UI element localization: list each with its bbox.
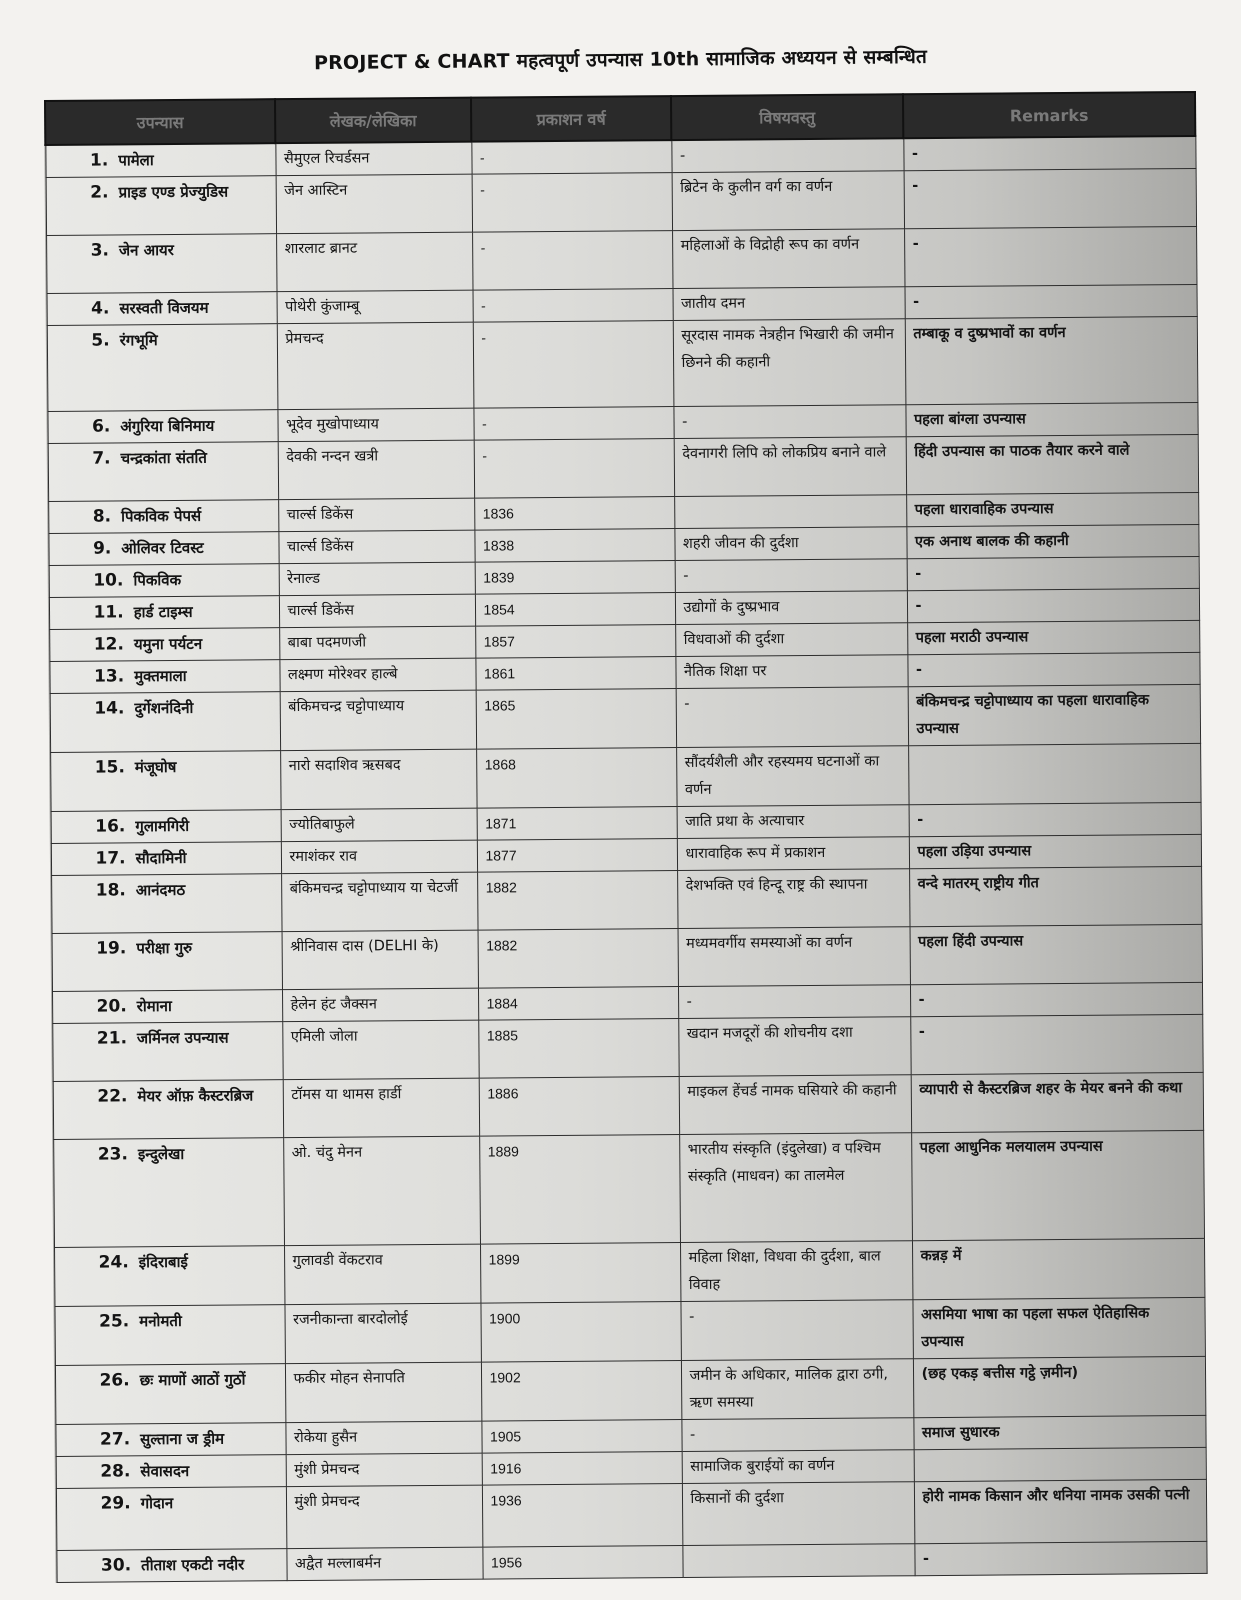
novel-name: प्राइड एण्ड प्रेज्युडिस (118, 182, 229, 202)
novel-name: तीताश एकटी नदीर (141, 1555, 245, 1575)
novel-cell (54, 1246, 284, 1307)
novel-name: रंगभूमि (119, 331, 158, 350)
row-number: 15. (94, 757, 125, 778)
author-cell: चार्ल्स डिकेंस (279, 594, 475, 628)
subject-cell: महिला शिक्षा, विधवा की दुर्दशा, बाल विवाह (680, 1241, 912, 1302)
year-cell: 1877 (477, 839, 677, 873)
subject-cell: नैतिक शिक्षा पर (675, 655, 907, 689)
subject-cell: जातीय दमन (673, 287, 905, 321)
row-number: 18. (95, 880, 126, 901)
row-number: 23. (97, 1144, 128, 1165)
remarks-cell: असमिया भाषा का पहला सफल ऐतिहासिक उपन्यास (912, 1297, 1204, 1358)
author-cell: रजनीकान्ता बारदोलोई (284, 1303, 480, 1364)
header-year: प्रकाशन वर्ष (471, 96, 671, 142)
subject-cell: उद्योगों के दुष्प्रभाव (675, 591, 907, 625)
author-cell: अद्वैत मल्लाबर्मन (286, 1547, 482, 1581)
row-number: 13. (93, 666, 125, 687)
table-row (56, 1479, 1206, 1550)
remarks-cell: वन्दे मातरम् राष्ट्रीय गीत (909, 866, 1201, 926)
table-row (54, 1297, 1204, 1365)
year-cell: - (473, 407, 673, 441)
author-cell: मुंशी प्रेमचन्द (286, 1485, 482, 1549)
author-cell: सैमुएल रिचर्डसन (275, 142, 471, 176)
novel-cell (47, 292, 277, 326)
novel-name: छः माणों आठों गुठों (139, 1370, 246, 1390)
author-cell: श्रीनिवास दास (DELHI के) (282, 930, 478, 990)
year-cell: - (473, 289, 673, 323)
year-cell: 1885 (478, 1019, 678, 1079)
remarks-cell: - (909, 802, 1201, 836)
novel-cell (45, 143, 275, 177)
year-cell: 1882 (478, 929, 678, 989)
year-cell: - (472, 173, 672, 233)
year-cell: 1936 (482, 1484, 682, 1548)
table-row (53, 1072, 1203, 1139)
subject-cell: विधवाओं की दुर्दशा (675, 623, 907, 657)
novel-cell (56, 1455, 286, 1489)
author-cell: ओ. चंदु मेनन (283, 1136, 480, 1246)
remarks-cell: - (904, 168, 1196, 228)
row-number: 10. (93, 570, 124, 591)
author-cell: पोथेरी कुंजाम्बू (277, 290, 473, 324)
year-cell: 1861 (475, 657, 675, 691)
author-cell: चार्ल्स डिकेंस (278, 530, 474, 564)
novels-chart (44, 91, 1206, 1583)
row-number: 16. (95, 816, 126, 837)
row-number: 24. (98, 1252, 129, 1273)
year-cell: 1956 (482, 1546, 682, 1580)
year-cell: - (474, 439, 674, 499)
novel-cell (49, 564, 279, 598)
remarks-cell: तम्बाकू व दुष्प्रभावों का वर्णन (905, 316, 1198, 404)
row-number: 14. (94, 698, 125, 719)
year-cell: 1902 (481, 1361, 681, 1422)
row-number: 8. (92, 506, 112, 527)
author-cell: बंकिमचन्द्र चट्टोपाध्याय (280, 690, 476, 751)
remarks-cell (908, 743, 1200, 804)
row-number: 26. (99, 1370, 130, 1391)
row-number: 1. (89, 150, 109, 171)
novel-name: ओलिवर टिवस्ट (121, 538, 204, 558)
subject-cell: मध्यमवर्गीय समस्याओं का वर्णन (678, 927, 910, 987)
remarks-cell: बंकिमचन्द्र चट्टोपाध्याय का पहला धारावाहिक उपन्यास (908, 684, 1200, 745)
novel-name: मनोमती (139, 1311, 182, 1331)
subject-cell: देशभक्ति एवं हिन्दू राष्ट्र की स्थापना (677, 869, 909, 929)
novel-cell (47, 324, 278, 412)
year-cell: - (472, 231, 672, 291)
novel-cell (55, 1423, 285, 1457)
table-row (50, 684, 1200, 752)
novel-cell (49, 596, 279, 630)
author-cell: रोकेया हुसैन (285, 1421, 481, 1455)
novel-cell (53, 1080, 283, 1140)
remarks-cell: (छह एकड़ बत्तीस गट्ठे ज़मीन) (913, 1356, 1205, 1417)
subject-cell: - (671, 138, 903, 172)
row-number: 3. (90, 240, 110, 261)
page-title: PROJECT & CHART महत्वपूर्ण उपन्यास 10th सामाजिक अध्ययन से सम्बन्धित (313, 45, 928, 75)
subject-cell (682, 1544, 914, 1578)
row-number: 9. (92, 538, 112, 559)
subject-cell: जाति प्रथा के अत्याचार (677, 805, 909, 839)
row-number: 11. (93, 602, 124, 623)
remarks-cell: एक अनाथ बालक की कहानी (906, 524, 1198, 558)
novel-cell (56, 1549, 286, 1583)
remarks-cell: पहला धारावाहिक उपन्यास (906, 492, 1198, 526)
table-row (54, 1238, 1204, 1306)
novel-cell (51, 874, 281, 934)
novel-name: मंजूघोष (134, 757, 177, 777)
remarks-cell: पहला बांग्ला उपन्यास (905, 402, 1197, 436)
row-number: 25. (99, 1311, 130, 1332)
table-row (46, 168, 1196, 235)
remarks-cell: समाज सुधारक (913, 1415, 1205, 1449)
year-cell: - (471, 140, 671, 174)
remarks-cell: - (904, 226, 1196, 286)
remarks-cell: पहला मराठी उपन्यास (907, 620, 1199, 654)
novel-cell (52, 932, 282, 992)
subject-cell: किसानों की दुर्दशा (682, 1482, 914, 1546)
author-cell: टॉमस या थामस हार्डी (283, 1078, 479, 1138)
remarks-cell: पहला हिंदी उपन्यास (910, 924, 1202, 984)
novel-name: सरस्वती विजयम (119, 298, 209, 318)
row-number: 27. (99, 1429, 131, 1450)
novel-name: सुल्ताना ज ड्रीम (140, 1429, 225, 1449)
year-cell: 1836 (474, 497, 674, 531)
row-number: 4. (91, 298, 110, 319)
remarks-cell: कन्नड़ में (912, 1238, 1204, 1299)
author-cell: लक्ष्मण मोरेश्वर हाल्बे (279, 658, 475, 692)
remarks-cell: - (907, 588, 1199, 622)
subject-cell: शहरी जीवन की दुर्दशा (674, 527, 906, 561)
author-cell: नारो सदाशिव ऋसबद (280, 749, 476, 810)
year-cell: 1838 (474, 529, 674, 563)
novel-cell (47, 410, 277, 444)
author-cell: भूदेव मुखोपाध्याय (277, 408, 473, 442)
year-cell: 1889 (479, 1135, 680, 1245)
row-number: 12. (93, 634, 124, 655)
year-cell: 1884 (478, 987, 678, 1021)
author-cell: गुलावडी वेंकटराव (284, 1244, 480, 1305)
novel-name: यमुना पर्यटन (133, 634, 203, 654)
row-number: 6. (91, 416, 111, 437)
novel-name: हार्ड टाइम्स (133, 602, 193, 622)
remarks-cell: - (907, 652, 1199, 686)
table-row (55, 1356, 1205, 1424)
novel-cell (52, 990, 282, 1024)
subject-cell: - (680, 1300, 912, 1361)
year-cell: 1900 (480, 1302, 680, 1363)
row-number: 19. (96, 938, 127, 959)
remarks-cell (914, 1447, 1206, 1481)
table-row (46, 226, 1196, 293)
year-cell: - (473, 321, 674, 409)
subject-cell: ब्रिटेन के कुलीन वर्ग का वर्णन (672, 171, 904, 231)
row-number: 28. (100, 1461, 131, 1482)
novel-cell (53, 1138, 284, 1248)
author-cell: रमाशंकर राव (281, 840, 477, 874)
remarks-cell: हिंदी उपन्यास का पाठक तैयार करने वाले (906, 434, 1198, 494)
subject-cell: भारतीय संस्कृति (इंदुलेखा) व पश्चिम संस्कृति (माधवन) का तालमेल (679, 1133, 912, 1243)
novel-name: परीक्षा गुरु (136, 938, 193, 958)
novel-name: पिकविक पेपर्स (120, 506, 202, 526)
remarks-cell: - (904, 284, 1196, 318)
author-cell: शारलाट ब्रानट (276, 232, 472, 292)
subject-cell: - (673, 405, 905, 439)
year-cell: 1886 (479, 1077, 679, 1137)
row-number: 30. (100, 1555, 132, 1576)
remarks-cell: - (914, 1541, 1206, 1575)
remarks-cell: पहला आधुनिक मलयालम उपन्यास (911, 1130, 1204, 1240)
row-number: 20. (96, 996, 127, 1017)
year-cell: 1857 (475, 625, 675, 659)
author-cell: बंकिमचन्द्र चट्टोपाध्याय या चेटर्जी (281, 872, 477, 932)
novel-name: पामेला (118, 151, 154, 170)
header-subject: विषयवस्तु (671, 94, 903, 140)
novel-cell (48, 532, 278, 566)
author-cell: प्रेमचन्द (277, 322, 474, 410)
novel-cell (49, 628, 279, 662)
table-row (48, 434, 1198, 501)
table-row (50, 743, 1200, 811)
row-number: 29. (100, 1493, 131, 1514)
table-row (47, 316, 1198, 411)
author-cell: चार्ल्स डिकेंस (278, 498, 474, 532)
subject-cell: - (676, 687, 908, 748)
novel-name: मुक्तमाला (134, 666, 187, 686)
subject-cell (674, 495, 906, 529)
year-cell: 1839 (475, 561, 675, 595)
remarks-cell: पहला उड़िया उपन्यास (909, 834, 1201, 868)
remarks-cell: होरी नामक किसान और धनिया नामक उसकी पत्नी (914, 1479, 1206, 1543)
novel-cell (50, 692, 280, 753)
novel-name: जर्मिनल उपन्यास (136, 1028, 229, 1048)
year-cell: 1899 (480, 1243, 680, 1304)
remarks-cell: व्यापारी से कैस्टरब्रिज शहर के मेयर बनने की कथा (911, 1072, 1203, 1132)
novel-cell (50, 751, 280, 812)
table-row (52, 924, 1202, 991)
year-cell: 1868 (476, 748, 676, 809)
novel-name: अंगुरिया बिनिमाय (120, 416, 215, 436)
novel-name: सेवासदन (140, 1461, 190, 1481)
subject-cell: माइकल हेंचर्ड नामक घसियारे की कहानी (679, 1075, 911, 1135)
remarks-cell: - (907, 556, 1199, 590)
row-number: 17. (95, 848, 126, 869)
novel-cell (52, 1022, 282, 1082)
row-number: 5. (91, 330, 110, 351)
novel-cell (48, 500, 278, 534)
subject-cell: जमीन के अधिकार, मालिक द्वारा ठगी, ऋण समस्या (681, 1359, 913, 1420)
novel-cell (54, 1305, 284, 1366)
table-row (53, 1130, 1204, 1247)
novel-cell (56, 1487, 286, 1551)
novel-name: पिकविक (133, 570, 182, 590)
author-cell: ज्योतिबाफुले (281, 808, 477, 842)
novel-cell (51, 810, 281, 844)
author-cell: फकीर मोहन सेनापति (285, 1362, 481, 1423)
novel-cell (48, 442, 278, 502)
novel-name: चन्द्रकांता संतति (120, 448, 208, 468)
row-number: 7. (92, 448, 111, 469)
novel-name: मेयर ऑफ़ कैस्टरब्रिज (137, 1086, 254, 1106)
header-novel: उपन्यास (45, 99, 275, 145)
remarks-cell: - (903, 136, 1195, 171)
subject-cell: महिलाओं के विद्रोही रूप का वर्णन (672, 229, 904, 289)
year-cell: 1854 (475, 593, 675, 627)
row-number: 22. (97, 1086, 128, 1107)
author-cell: एमिली जोला (282, 1020, 478, 1080)
header-author: लेखक/लेखिका (275, 98, 471, 144)
header-remarks: Remarks (903, 92, 1195, 138)
year-cell: 1905 (481, 1420, 681, 1454)
subject-cell: सूरदास नामक नेत्रहीन भिखारी की जमीन छिनने की कहानी (673, 319, 906, 407)
subject-cell: - (681, 1418, 913, 1452)
novel-name: दुर्गेशनंदिनी (134, 698, 194, 718)
remarks-cell: - (910, 982, 1202, 1016)
year-cell: 1871 (477, 807, 677, 841)
novel-cell (49, 660, 279, 694)
novel-cell (51, 842, 281, 876)
subject-cell: सामाजिक बुराईयों का वर्णन (682, 1450, 914, 1484)
author-cell: मुंशी प्रेमचन्द (286, 1453, 482, 1487)
novel-name: गुलामगिरी (135, 816, 190, 836)
novel-cell (46, 234, 276, 294)
subject-cell: - (675, 559, 907, 593)
table-row (51, 866, 1201, 933)
novel-name: गोदान (140, 1494, 174, 1513)
subject-cell: देवनागरी लिपि को लोकप्रिय बनाने वाले (674, 437, 906, 497)
row-number: 21. (96, 1028, 128, 1049)
novels-table (44, 91, 1208, 1583)
novel-name: आनंदमठ (135, 880, 186, 900)
author-cell: बाबा पदमणजी (279, 626, 475, 660)
remarks-cell: - (910, 1014, 1202, 1074)
novel-name: रोमाना (136, 997, 172, 1016)
novel-cell (55, 1364, 285, 1425)
novel-name: इंदिराबाई (138, 1252, 188, 1272)
subject-cell: - (678, 985, 910, 1019)
subject-cell: खदान मजदूरों की शोचनीय दशा (678, 1017, 910, 1077)
author-cell: देवकी नन्दन खत्री (278, 440, 474, 500)
row-number: 2. (90, 182, 109, 203)
author-cell: हेलेन हंट जैक्सन (282, 988, 478, 1022)
novel-name: सौदामिनी (135, 848, 187, 868)
subject-cell: धारावाहिक रूप में प्रकाशन (677, 837, 909, 871)
year-cell: 1916 (482, 1452, 682, 1486)
table-row (52, 1014, 1202, 1081)
subject-cell: सौंदर्यशैली और रहस्यमय घटनाओं का वर्णन (676, 746, 908, 807)
novel-cell (46, 176, 276, 236)
year-cell: 1865 (476, 689, 676, 750)
novel-name: इन्दुलेखा (137, 1144, 185, 1164)
author-cell: जेन आस्टिन (276, 174, 472, 234)
year-cell: 1882 (477, 871, 677, 931)
table-body (45, 136, 1206, 1582)
novel-name: जेन आयर (118, 240, 174, 260)
author-cell: रेनाल्ड (279, 562, 475, 596)
